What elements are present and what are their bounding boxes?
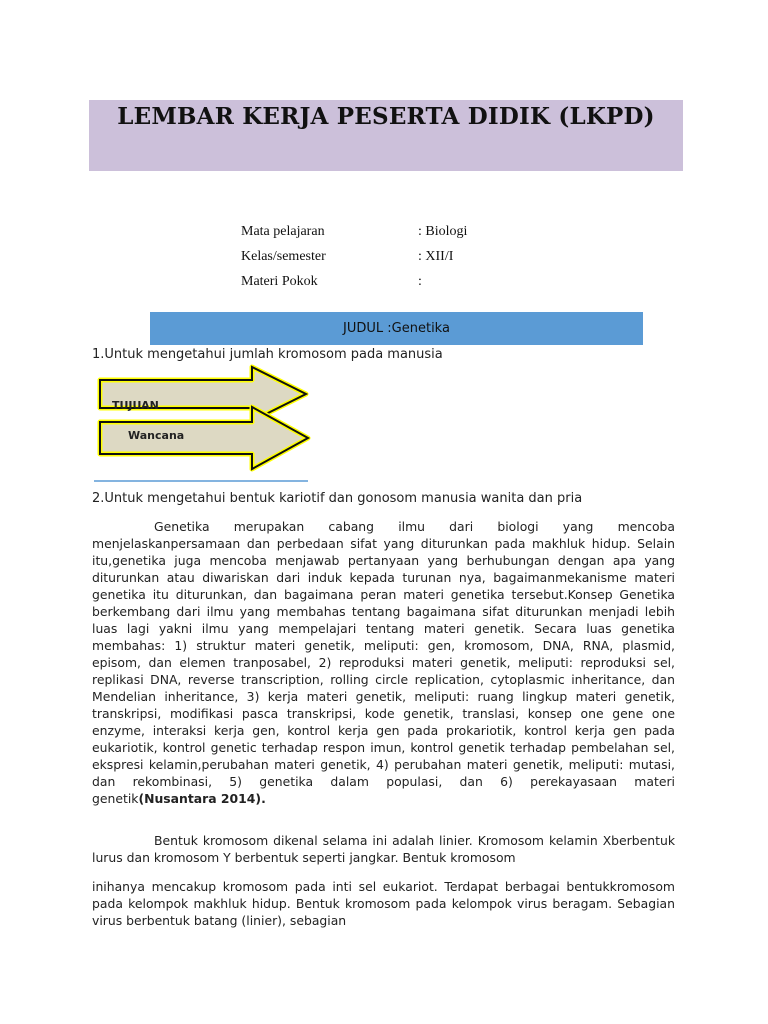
arrow-diagram <box>94 364 314 486</box>
meta-label: Kelas/semester <box>241 249 326 264</box>
title-banner <box>89 100 683 171</box>
citation: (Nusantara 2014). <box>138 791 266 806</box>
paragraph-kromosom: Bentuk kromosom dikenal selama ini adalah linier. Kromosom kelamin Xberbentuk lurus dan kromosom Y berbentuk seperti jangkar. Bentuk kromosom <box>92 833 675 865</box>
meta-info <box>241 224 501 299</box>
page-title: LEMBAR KERJA PESERTA DIDIK (LKPD) <box>117 103 655 130</box>
judul-bar: JUDUL :Genetika <box>150 312 643 345</box>
arrow-wancana-label: Wancana <box>128 429 185 442</box>
meta-row-subject <box>241 224 501 249</box>
meta-value: : Biologi <box>418 224 468 239</box>
paragraph-text: Genetika merupakan cabang ilmu dari biologi yang mencoba menjelaskanpersamaan dan perbedaan sifat yang diturunkan pada makhluk hidup. Selain itu,genetika juga mencoba menjawab pertanyaan yang berhubungan dengan apa yang diturunkan atau diwariskan dari induk kepada turunan nya, bagaimanmekanisme materi genetika itu diturunkan, dan bagaimana peran materi genetika tersebut.Konsep Genetika berkembang dari ilmu yang membahas tentang bagaimana sifat diturunkan menjadi lebih luas lagi yakni ilmu yang mempelajari tentang materi genetik. Secara luas genetika membahas: 1) struktur materi genetik, meliputi: gen, kromosom, DNA, RNA, plasmid, episom, dan elemen tranposabel, 2) reproduksi materi genetik, meliputi: reproduksi sel, replikasi DNA, reverse transcription, rolling circle replication, cytoplasmic inheritance, dan Mendelian inheritance, 3) kerja materi genetik, meliputi: ruang lingkup materi genetik, transkripsi, modifikasi pasca transkripsi, kode genetik, translasi, konsep one gene one enzyme, interaksi kerja gen, kontrol kerja gen pada prokariotik, kontrol kerja gen pada eukariotik, kontrol genetic terhadap respon imun, kontrol genetik terhadap pembelahan sel, ekspresi kelamin,perubahan materi genetik, 4) perubahan materi genetik, meliputi: mutasi, dan rekombinasi, 5) genetika dalam populasi, dan 6) perekayasaan materi genetik <box>92 519 675 806</box>
meta-label: Mata pelajaran <box>241 224 325 239</box>
meta-value: : <box>418 274 422 289</box>
meta-row-topic <box>241 274 501 299</box>
meta-value: : XII/I <box>418 249 454 264</box>
objective-1: 1.Untuk mengetahui jumlah kromosom pada manusia <box>92 347 443 362</box>
objective-2: 2.Untuk mengetahui bentuk kariotif dan gonosom manusia wanita dan pria <box>92 491 583 506</box>
paragraph-genetika <box>92 518 675 807</box>
arrow-wancana <box>100 407 308 469</box>
meta-row-class <box>241 249 501 274</box>
arrow-tujuan <box>100 367 306 421</box>
paragraph-kromosom-cont: inihanya mencakup kromosom pada inti sel eukariot. Terdapat berbagai bentukkromosom pada kelompok makhluk hidup. Bentuk kromosom pada kelompok virus beragam. Sebagian virus berbentuk batang (linier), sebagian <box>92 879 675 928</box>
meta-label: Materi Pokok <box>241 274 318 289</box>
arrow-tujuan-label: TUJUAN <box>112 399 159 412</box>
